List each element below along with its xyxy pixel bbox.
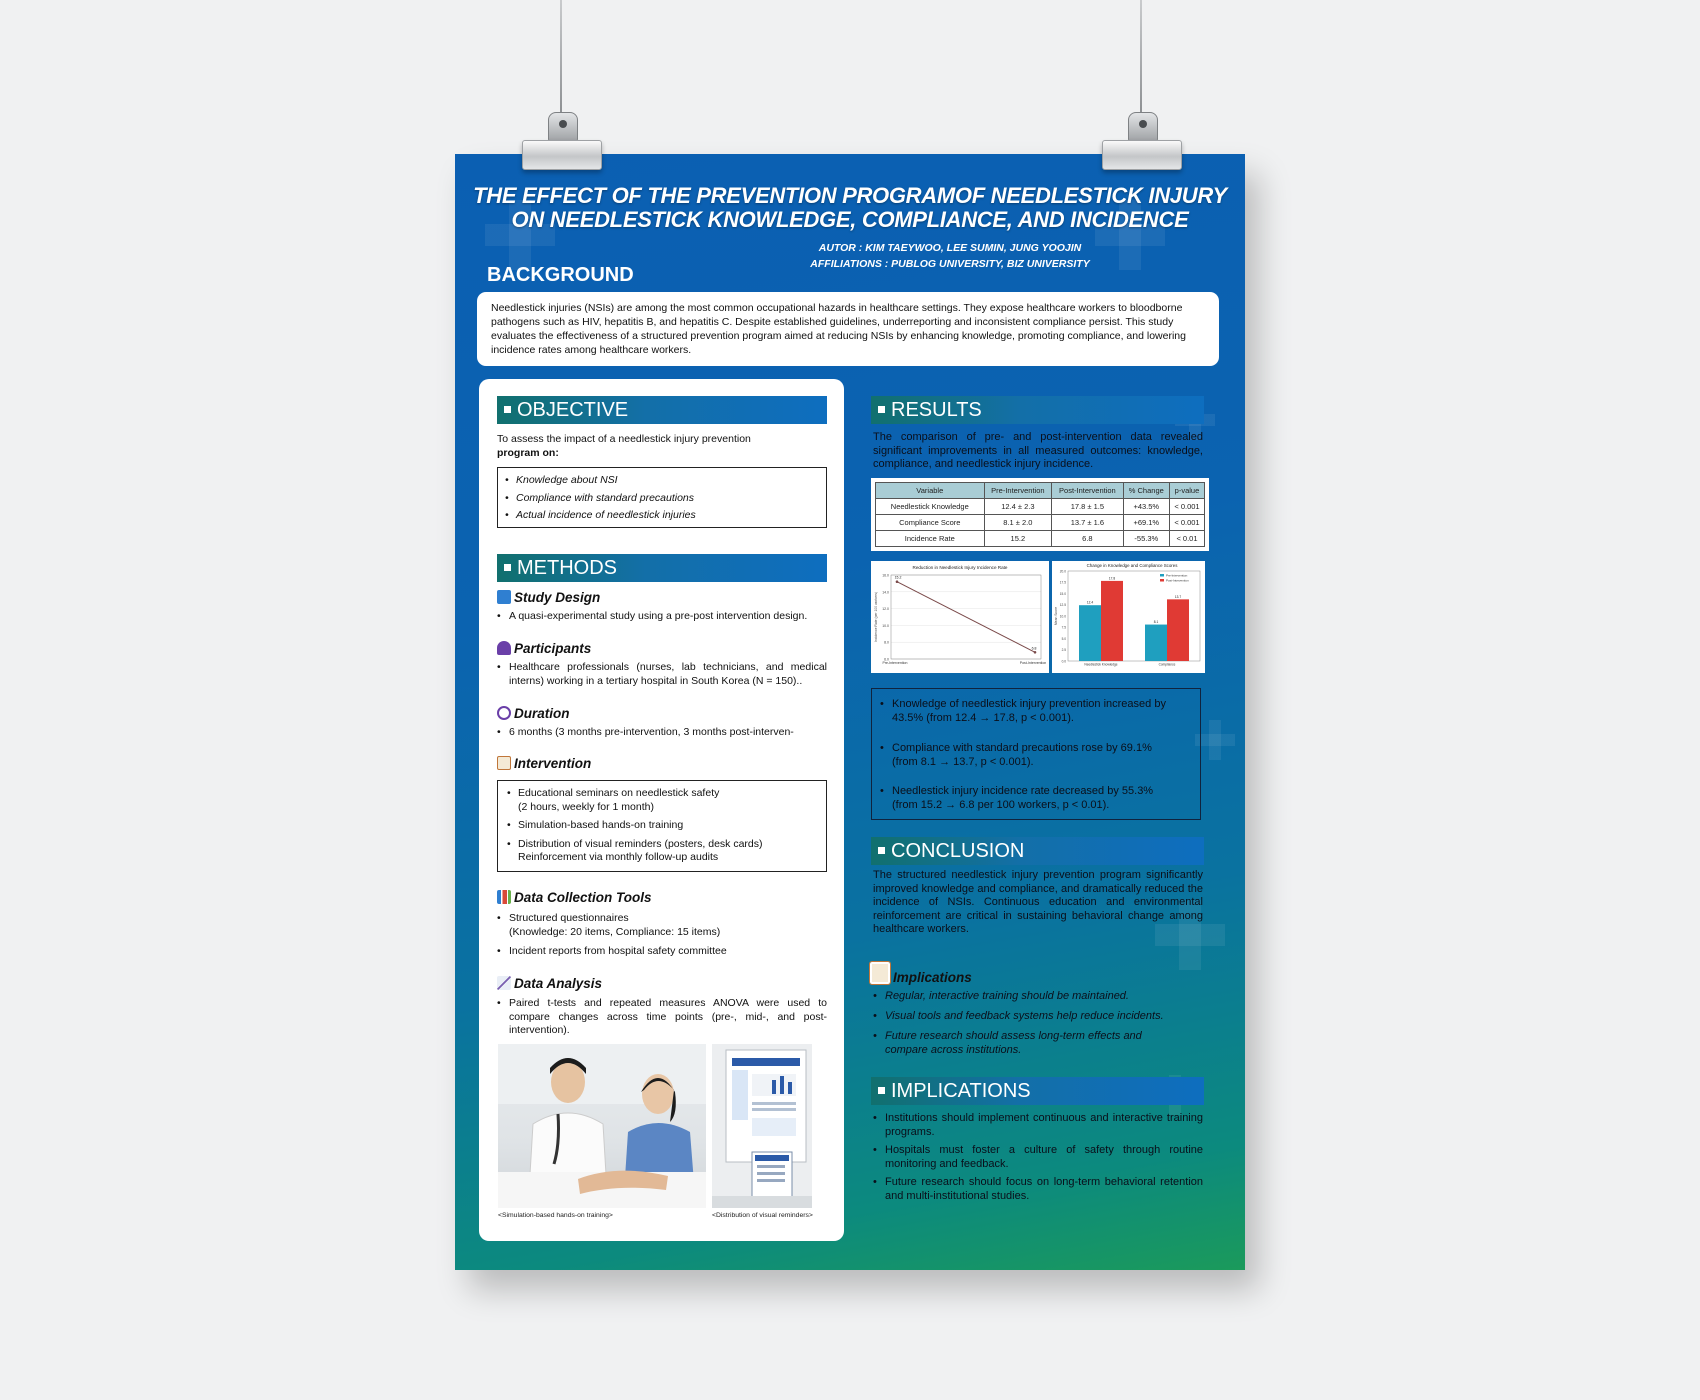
left-panel bbox=[479, 379, 844, 1241]
stopwatch-icon bbox=[497, 706, 511, 720]
conclusion-implications-title: Implications bbox=[870, 962, 972, 985]
y-tick-label: 0.0 bbox=[1061, 659, 1066, 664]
table-cell: +43.5% bbox=[1123, 499, 1169, 515]
data-label: 6.8 bbox=[1031, 646, 1037, 651]
y-tick-label: 14.0 bbox=[882, 590, 889, 595]
table-cell: 15.2 bbox=[984, 531, 1052, 547]
poster-reminder-photo bbox=[712, 1044, 812, 1208]
poster-clip-right bbox=[1102, 140, 1182, 170]
conclusion-heading: CONCLUSION bbox=[871, 837, 1204, 865]
y-tick-label: 5.0 bbox=[1061, 636, 1066, 641]
training-photo-caption: <Simulation-based hands-on training> bbox=[498, 1212, 613, 1219]
table-cell: Incidence Rate bbox=[876, 531, 985, 547]
data-point bbox=[896, 580, 899, 583]
y-tick-label: 15.0 bbox=[1059, 591, 1066, 596]
table-cell: 6.8 bbox=[1052, 531, 1123, 547]
implication-item: • Regular, interactive training should be maintained. bbox=[873, 990, 1173, 1004]
bar bbox=[1101, 581, 1123, 661]
x-tick-label: Post-Intervention bbox=[1019, 661, 1047, 665]
legend-swatch bbox=[1160, 579, 1164, 582]
y-tick-label: 17.5 bbox=[1059, 580, 1066, 585]
data-analysis-title: Data Analysis bbox=[497, 976, 602, 991]
background-text: Needlestick injuries (NSIs) are among the most common occupational hazards in healthcare settings. They expose healthcare workers to bloodborne pathogens such as HIV, hepatitis B, and hepatitis C. Despite established guidelines, underreporting and inconsistent compliance persist. This study evaluates the effectiveness of a structured prevention program aimed at reducing NSIs by enhancing knowledge, promoting compliance, and lowering incidence rates among healthcare workers. bbox=[477, 292, 1219, 366]
duration-title: Duration bbox=[497, 706, 570, 721]
list-item: • Distribution of visual reminders (posters, desk cards) Reinforcement via monthly follow-up audits bbox=[507, 838, 817, 865]
bar bbox=[1167, 599, 1189, 661]
y-tick-label: 10.0 bbox=[882, 623, 889, 628]
participants-title: Participants bbox=[497, 641, 591, 656]
table-cell: < 0.01 bbox=[1169, 531, 1204, 547]
table-header: Variable bbox=[876, 483, 985, 499]
implications-item: • Hospitals must foster a culture of safety through routine monitoring and feedback. bbox=[873, 1144, 1203, 1171]
poster-title: THE EFFECT OF THE PREVENTION PROGRAMOF NEEDLESTICK INJURY ON NEEDLESTICK KNOWLEDGE, COMPLIANCE, AND INCIDENCE bbox=[473, 183, 1227, 232]
methods-heading: METHODS bbox=[497, 554, 827, 582]
table-cell: < 0.001 bbox=[1169, 499, 1204, 515]
objective-intro: To assess the impact of a needlestick injury prevention program on: bbox=[497, 433, 751, 459]
poster-clip-right-head bbox=[1128, 112, 1158, 142]
y-tick-label: 12.0 bbox=[882, 607, 889, 612]
x-tick-label: Compliance bbox=[1158, 662, 1176, 667]
results-intro: The comparison of pre- and post-intervention data revealed significant improvements in all measured outcomes: knowledge, compliance, and needlestick injury incidence. bbox=[873, 431, 1203, 470]
implication-item: • Future research should assess long-term effects and compare across institutions. bbox=[873, 1030, 1163, 1057]
poster-clip-left bbox=[522, 140, 602, 170]
y-tick-label: 10.0 bbox=[1059, 614, 1066, 619]
data-collection-item: • Structured questionnaires (Knowledge: 20 items, Compliance: 15 items) bbox=[497, 912, 827, 939]
y-tick-label: 2.5 bbox=[1061, 648, 1066, 653]
table-header: % Change bbox=[1123, 483, 1169, 499]
list-item: • Educational seminars on needlestick safety (2 hours, weekly for 1 month) bbox=[507, 787, 817, 814]
poster-meta bbox=[670, 240, 1230, 272]
implications-heading: IMPLICATIONS bbox=[871, 1077, 1204, 1105]
list-item: • Compliance with standard precautions bbox=[505, 492, 819, 506]
results-bullet: • Compliance with standard precautions rose by 69.1% (from 8.1 → 13.7, p < 0.001). bbox=[880, 741, 1180, 769]
table-cell: 12.4 ± 2.3 bbox=[984, 499, 1052, 515]
y-tick-label: 6.0 bbox=[884, 657, 889, 662]
hanging-wire-left bbox=[560, 0, 562, 112]
table-cell: +69.1% bbox=[1123, 515, 1169, 531]
table-cell: Needlestick Knowledge bbox=[876, 499, 985, 515]
results-bullet: • Knowledge of needlestick injury prevention increased by 43.5% (from 12.4 → 17.8, p < 0.001). bbox=[880, 697, 1180, 725]
table-header: Post-Intervention bbox=[1052, 483, 1123, 499]
y-tick-label: 8.0 bbox=[884, 640, 889, 645]
background-heading: BACKGROUND bbox=[487, 264, 634, 286]
x-tick-label: Needlestick Knowledge bbox=[1084, 662, 1118, 667]
reminder-photo-caption: <Distribution of visual reminders> bbox=[712, 1212, 813, 1219]
incidence-line-chart bbox=[871, 561, 1049, 673]
y-tick-label: 12.5 bbox=[1059, 603, 1066, 608]
data-point bbox=[1034, 651, 1037, 654]
data-collection-title: Data Collection Tools bbox=[497, 890, 652, 905]
objective-heading: OBJECTIVE bbox=[497, 396, 827, 424]
series-line bbox=[897, 582, 1035, 653]
table-cell: < 0.001 bbox=[1169, 515, 1204, 531]
data-analysis-text: • Paired t-tests and repeated measures ANOVA were used to compare changes across time points (pre-, mid-, and post-intervention). bbox=[497, 997, 827, 1038]
book-icon bbox=[497, 590, 511, 604]
legend-label: Pre-Intervention bbox=[1166, 573, 1188, 578]
y-tick-label: 7.5 bbox=[1061, 625, 1066, 630]
table-cell: 17.8 ± 1.5 bbox=[1052, 499, 1123, 515]
x-tick-label: Pre-Intervention bbox=[882, 661, 908, 665]
table-row bbox=[876, 499, 1205, 515]
legend-label: Post-Intervention bbox=[1166, 578, 1189, 583]
data-label: 13.7 bbox=[1174, 594, 1182, 599]
table-cell: Compliance Score bbox=[876, 515, 985, 531]
results-heading: RESULTS bbox=[871, 396, 1204, 424]
table-row bbox=[876, 531, 1205, 547]
data-label: 8.1 bbox=[1153, 620, 1159, 625]
chart-title: Reduction in Needlestick Injury Incidence Rate bbox=[912, 565, 1008, 570]
chart-title: Change in Knowledge and Compliance Scores bbox=[1086, 563, 1178, 568]
bar bbox=[1145, 625, 1167, 661]
table-cell: 8.1 ± 2.0 bbox=[984, 515, 1052, 531]
list-item: • Simulation-based hands-on training bbox=[507, 819, 817, 833]
y-tick-label: 16.0 bbox=[882, 573, 889, 578]
data-label: 15.2 bbox=[894, 575, 902, 580]
scores-bar-chart bbox=[1052, 561, 1205, 673]
results-table bbox=[871, 478, 1209, 551]
legend-swatch bbox=[1160, 574, 1164, 577]
participants-text: • Healthcare professionals (nurses, lab technicians, and medical interns) working in a tertiary hospital in South Korea (N = 150).. bbox=[497, 661, 827, 688]
implications-item: • Institutions should implement continuous and interactive training programs. bbox=[873, 1112, 1203, 1139]
intervention-title: Intervention bbox=[497, 756, 591, 771]
implications-item: • Future research should focus on long-term behavioral retention and multi-institutional studies. bbox=[873, 1176, 1203, 1203]
poster-clip-left-head bbox=[548, 112, 578, 142]
objective-list bbox=[497, 467, 827, 528]
training-photo bbox=[498, 1044, 706, 1208]
table-row bbox=[876, 515, 1205, 531]
list-item: • Actual incidence of needlestick injuries bbox=[505, 509, 819, 523]
conclusion-text: The structured needlestick injury prevention program significantly improved knowledge and compliance, and dramatically reduced the incidence of NSIs. Continuous education and environmental reinforcement are critical in sustaining behavioral change among healthcare workers. bbox=[873, 869, 1203, 935]
people-icon bbox=[497, 641, 511, 655]
table-header: Pre-Intervention bbox=[984, 483, 1052, 499]
y-axis-label: Mean Score bbox=[1054, 606, 1058, 626]
study-design-title: Study Design bbox=[497, 590, 600, 605]
clipboard-icon bbox=[870, 962, 890, 984]
study-design-text: • A quasi-experimental study using a pre-post intervention design. bbox=[497, 610, 827, 624]
list-item: • Knowledge about NSI bbox=[505, 474, 819, 488]
cross-decoration bbox=[1195, 734, 1235, 746]
intervention-list bbox=[497, 780, 827, 872]
results-bullet: • Needlestick injury incidence rate decreased by 55.3% (from 15.2 → 6.8 per 100 workers, p < 0.01). bbox=[880, 784, 1180, 812]
y-axis-label: Incidence Rate (per 100 workers) bbox=[874, 591, 878, 643]
hanging-wire-right bbox=[1140, 0, 1142, 112]
authors: AUTOR : KIM TAEYWOO, LEE SUMIN, JUNG YOOJIN bbox=[818, 242, 1082, 254]
table-header: p-value bbox=[1169, 483, 1204, 499]
data-label: 17.8 bbox=[1108, 576, 1116, 581]
clipboard-icon bbox=[497, 756, 511, 770]
y-tick-label: 20.0 bbox=[1059, 569, 1066, 574]
poster bbox=[455, 154, 1245, 1270]
duration-text: • 6 months (3 months pre-intervention, 3 months post-interven- bbox=[497, 726, 827, 740]
table-cell: -55.3% bbox=[1123, 531, 1169, 547]
implication-item: • Visual tools and feedback systems help reduce incidents. bbox=[873, 1010, 1173, 1024]
data-collection-item: • Incident reports from hospital safety committee bbox=[497, 945, 827, 959]
affiliations: AFFILIATIONS : PUBLOG UNIVERSITY, BIZ UNIVERSITY bbox=[810, 258, 1090, 270]
trend-chart-icon bbox=[497, 976, 511, 990]
table-cell: 13.7 ± 1.6 bbox=[1052, 515, 1123, 531]
data-label: 12.4 bbox=[1086, 600, 1094, 605]
bar-chart-icon bbox=[497, 890, 511, 904]
bar bbox=[1079, 605, 1101, 661]
